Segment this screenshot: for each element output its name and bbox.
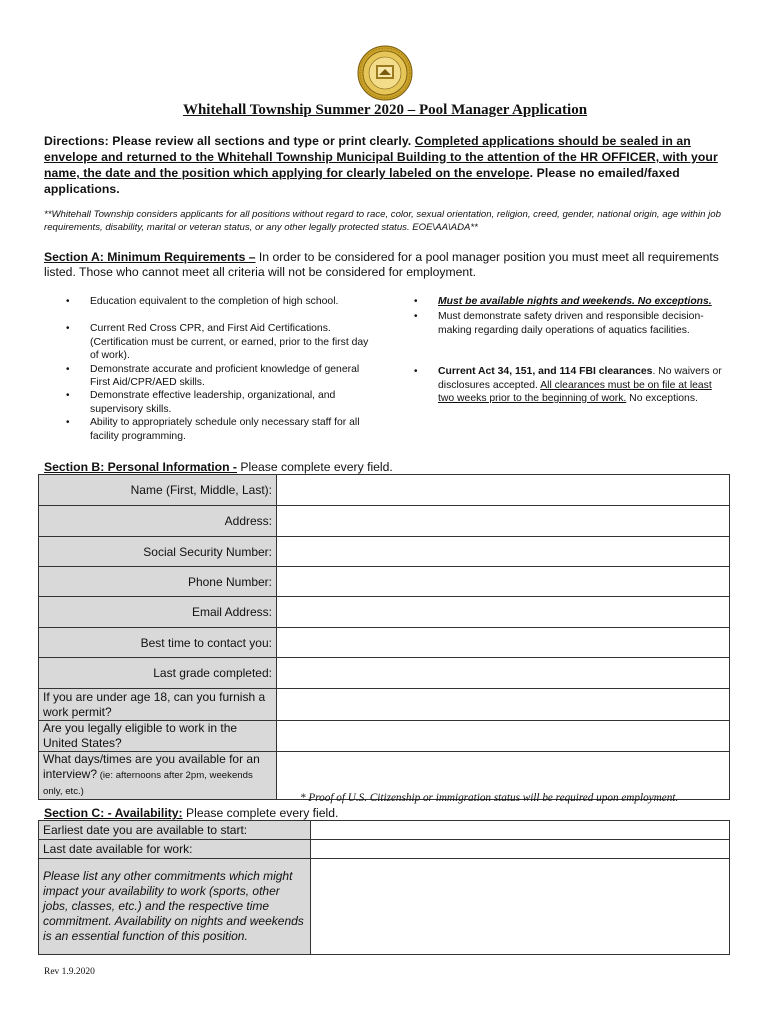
directions-underlined: Completed applications should be sealed in an envelope and returned to the Whitehall Township Municipal Building to the attention of the HR OFFICER, with your name, the date and the position which applying for clearly labeled on the envelope [44, 134, 718, 180]
field-label: Best time to contact you: [39, 628, 277, 658]
requirements-left-list [66, 295, 376, 443]
contact-time-field[interactable] [277, 628, 730, 658]
field-label: What days/times are you available for an interview? (ie: afternoons after 2pm, weekends only, etc.) [39, 752, 277, 800]
field-label: Last grade completed: [39, 658, 277, 689]
eoe-note: **Whitehall Township considers applicants for all positions without regard to race, color, sexual orientation, religion, creed, gender, national origin, age within job requirements, disability, marital or veteran status, or any other legally protected status. EOE\AA\ADA** [44, 209, 721, 233]
field-label: Social Security Number: [39, 537, 277, 567]
field-label: Last date available for work: [39, 840, 311, 859]
grade-field[interactable] [277, 658, 730, 689]
field-label: Name (First, Middle, Last): [39, 475, 277, 506]
section-c-heading-line [44, 806, 338, 820]
end-date-field[interactable] [311, 840, 730, 859]
requirement-item: • Current Act 34, 151, and 114 FBI clearances. No waivers or disclosures accepted. All clearances must be on file at least two weeks prior to the beginning of work. No exceptions. [414, 366, 722, 405]
form-row [39, 840, 730, 859]
requirement-item: • Demonstrate effective leadership, organizational, and supervisory skills. [66, 390, 336, 415]
form-row [39, 859, 730, 955]
field-label: Earliest date you are available to start: [39, 821, 311, 840]
bullet-icon: • [66, 296, 70, 307]
section-c-text: Please complete every field. [182, 806, 339, 820]
start-date-field[interactable] [311, 821, 730, 840]
commitments-field[interactable] [311, 859, 730, 955]
form-row [39, 821, 730, 840]
field-label: Address: [39, 506, 277, 537]
requirement-item: • Demonstrate accurate and proficient knowledge of general First Aid/CPR/AED skills. [66, 363, 360, 389]
section-b-text: Please complete every field. [237, 460, 393, 474]
page-title: Whitehall Township Summer 2020 – Pool Manager Application [182, 102, 588, 118]
requirement-item: • Current Red Cross CPR, and First Aid Certifications. (Certification must be current, or earned, prior to the first day of work). [66, 323, 369, 362]
form-row [39, 567, 730, 597]
form-row [39, 658, 730, 689]
field-label: Please list any other commitments which might impact your availability to work (sports, other jobs, classes, etc.) and the respective time commitment. Availability on nights and weekends is an essential function of this position. [39, 859, 311, 955]
section-c-heading: Section C: - Availability: [44, 806, 183, 820]
citizenship-proof-note: * Proof of U.S. Citizenship or immigration status will be required upon employment. [300, 792, 679, 804]
requirements-right-list [414, 295, 724, 405]
address-field[interactable] [277, 506, 730, 537]
bullet-icon: • [414, 366, 418, 378]
directions-tail: . Please no emailed/faxed applications. [44, 166, 680, 196]
bullet-icon: • [414, 296, 418, 307]
directions-text [44, 133, 729, 197]
form-row [39, 721, 730, 752]
form-row [39, 475, 730, 506]
email-field[interactable] [277, 597, 730, 628]
bullet-icon: • [66, 363, 70, 375]
ssn-field[interactable] [277, 537, 730, 567]
work-permit-field[interactable] [277, 689, 730, 721]
requirement-item: • Education equivalent to the completion of high school. [66, 296, 339, 307]
form-row [39, 506, 730, 537]
name-field[interactable] [277, 475, 730, 506]
section-b-heading-line [44, 460, 393, 474]
personal-info-table [38, 474, 730, 800]
bullet-icon: • [66, 323, 70, 335]
eligibility-field[interactable] [277, 721, 730, 752]
form-row [39, 537, 730, 567]
field-label: Phone Number: [39, 567, 277, 597]
section-a-heading: Section A: Minimum Requirements – [44, 250, 256, 264]
bullet-icon: • [66, 417, 70, 429]
section-b-heading: Section B: Personal Information - [44, 460, 237, 474]
township-seal-icon [357, 45, 413, 101]
field-label: Are you legally eligible to work in the United States? [39, 721, 277, 752]
bullet-icon: • [66, 390, 70, 402]
form-row [39, 597, 730, 628]
revision-label: Rev 1.9.2020 [44, 967, 95, 977]
requirement-item: • Must demonstrate safety driven and responsible decision-making regarding daily operations of aquatics facilities. [414, 311, 704, 336]
availability-table [38, 820, 730, 955]
field-label: If you are under age 18, can you furnish a work permit? [39, 689, 277, 721]
form-row [39, 628, 730, 658]
requirement-item: • Ability to appropriately schedule only necessary staff for all facility programming. [66, 417, 360, 442]
bullet-icon: • [414, 311, 418, 323]
field-label: Email Address: [39, 597, 277, 628]
section-a-text: In order to be considered for a pool manager position you must meet all requirements listed. Those who cannot meet all criteria will not be considered for employment. [44, 250, 719, 279]
section-a-intro [44, 250, 729, 280]
phone-field[interactable] [277, 567, 730, 597]
requirement-item: • Must be available nights and weekends. No exceptions. [414, 296, 712, 307]
form-row [39, 689, 730, 721]
directions-lead: Directions: Please review all sections and type or print clearly. [44, 134, 415, 148]
